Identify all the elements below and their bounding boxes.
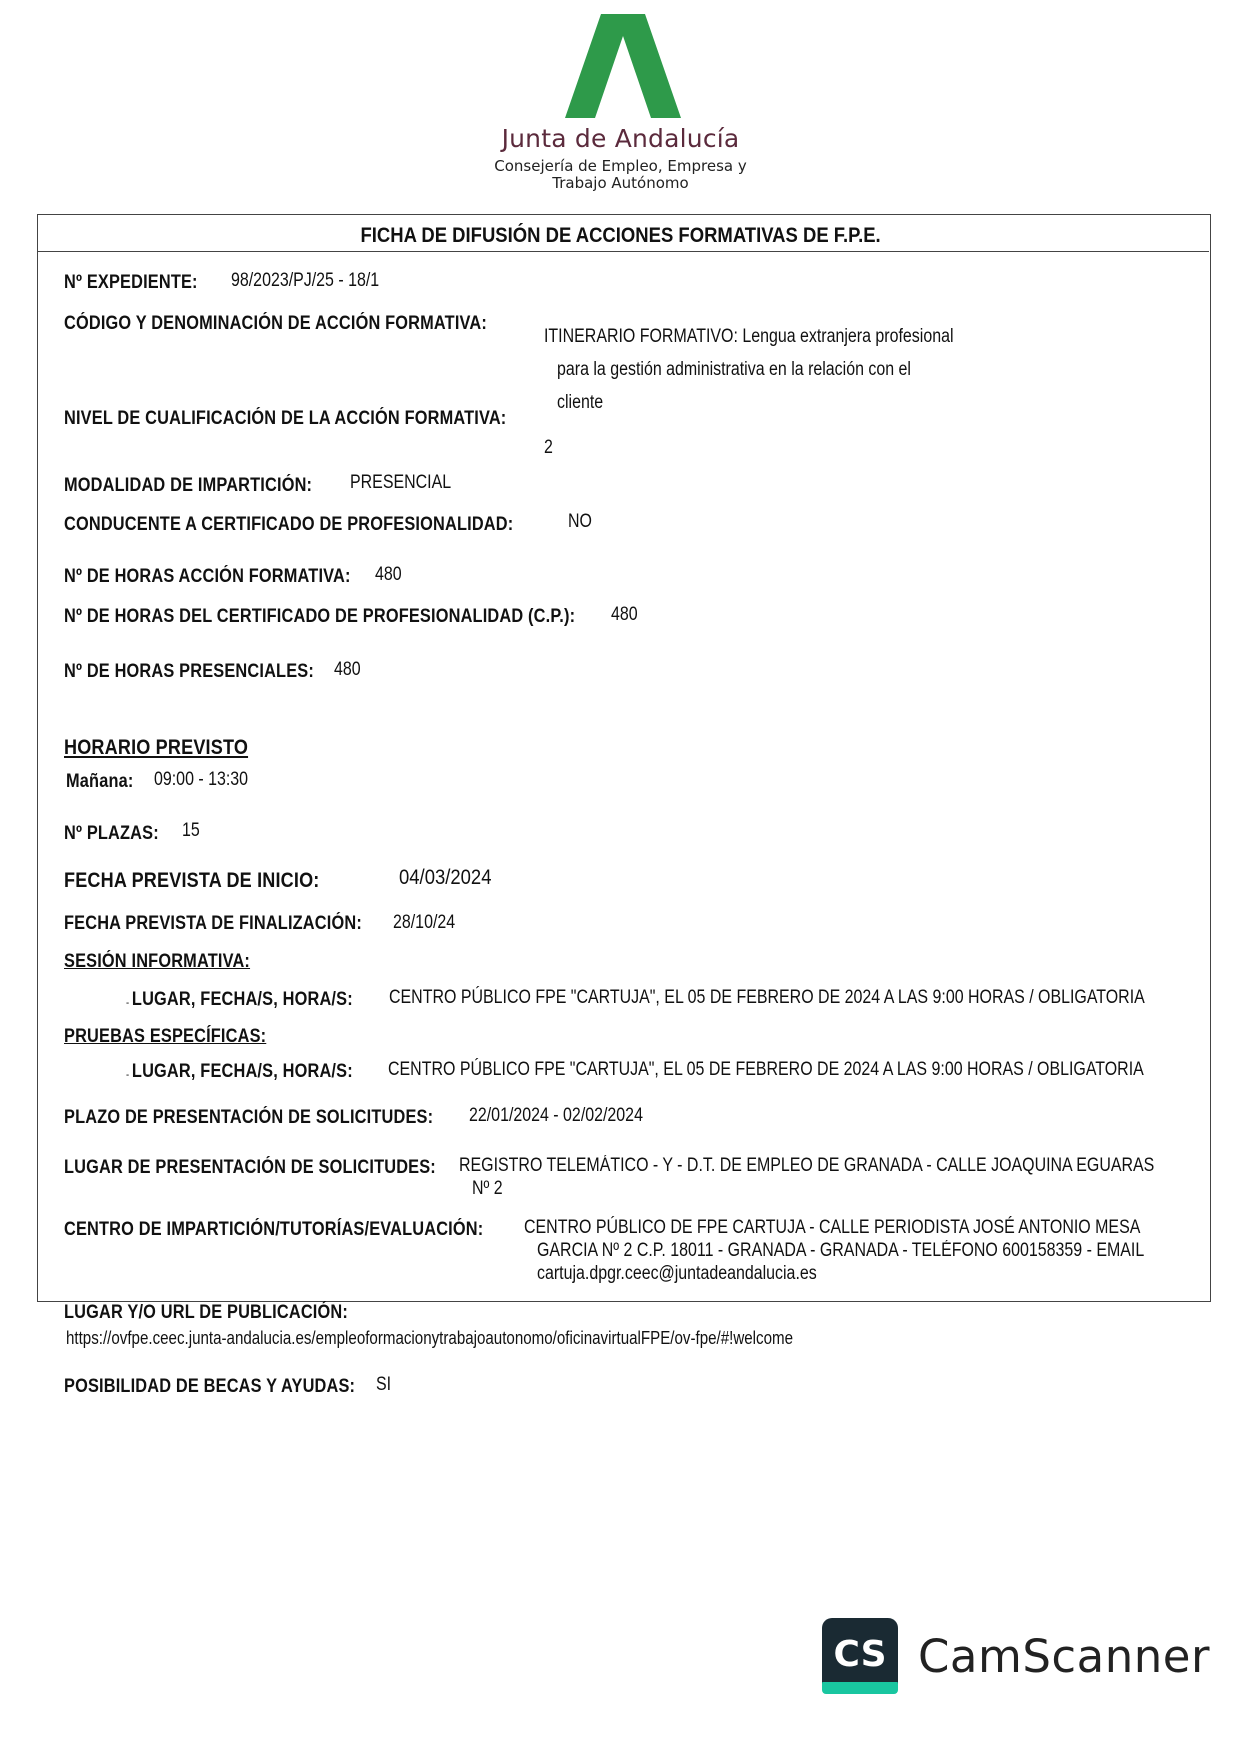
centro-label: CENTRO DE IMPARTICIÓN/TUTORÍAS/EVALUACIÓN:: [64, 1219, 484, 1240]
plazo-value: 22/01/2024 - 02/02/2024: [469, 1105, 643, 1126]
expediente-label: Nº EXPEDIENTE:: [64, 272, 198, 293]
pruebas-lugar-label-text: LUGAR, FECHA/S, HORA/S:: [131, 1061, 353, 1082]
horario-manana-value: 09:00 - 13:30: [154, 769, 249, 790]
publicacion-label: LUGAR Y/O URL DE PUBLICACIÓN:: [64, 1302, 349, 1323]
lugar-presentacion-value-line-1: REGISTRO TELEMÁTICO - Y - D.T. DE EMPLEO DE GRANADA - CALLE JOAQUINA EGUARAS: [459, 1155, 1155, 1176]
sesion-dash: -: [126, 997, 130, 1009]
organization-name: Junta de Andalucía: [501, 124, 740, 153]
horario-manana-label: Mañana:: [66, 771, 134, 792]
nivel-value: 2: [544, 437, 553, 458]
centro-value-line-2: GARCIA Nº 2 C.P. 18011 - GRANADA - GRANADA - TELÉFONO 600158359 - EMAIL: [537, 1240, 1145, 1261]
becas-label: POSIBILIDAD DE BECAS Y AYUDAS:: [64, 1376, 356, 1397]
plazas-value: 15: [182, 820, 200, 841]
codigo-value-line-3: cliente: [557, 392, 604, 413]
sesion-lugar-label: [126, 989, 353, 1011]
horas-presenciales-label: Nº DE HORAS PRESENCIALES:: [64, 661, 314, 682]
becas-value: SI: [376, 1374, 392, 1395]
pruebas-dash: -: [126, 1069, 130, 1081]
department-line-2: Trabajo Autónomo: [552, 174, 689, 192]
camscanner-logo-icon: [822, 1618, 898, 1694]
centro-value-line-3: cartuja.dpgr.ceec@juntadeandalucia.es: [537, 1263, 817, 1284]
camscanner-badge-text: CS: [833, 1634, 887, 1675]
horas-accion-label: Nº DE HORAS ACCIÓN FORMATIVA:: [64, 566, 351, 587]
pruebas-heading: PRUEBAS ESPECÍFICAS:: [64, 1026, 267, 1047]
pruebas-lugar-label: [126, 1061, 353, 1083]
conducente-value: NO: [568, 511, 592, 532]
camscanner-text: CamScanner: [918, 1630, 1210, 1683]
centro-value-line-1: CENTRO PÚBLICO DE FPE CARTUJA - CALLE PERIODISTA JOSÉ ANTONIO MESA: [524, 1217, 1141, 1238]
modalidad-label: MODALIDAD DE IMPARTICIÓN:: [64, 475, 313, 496]
fecha-inicio-label: FECHA PREVISTA DE INICIO:: [64, 869, 320, 892]
sesion-heading: SESIÓN INFORMATIVA:: [64, 951, 251, 972]
fecha-fin-label: FECHA PREVISTA DE FINALIZACIÓN:: [64, 913, 362, 934]
lugar-presentacion-label: LUGAR DE PRESENTACIÓN DE SOLICITUDES:: [64, 1157, 436, 1178]
lugar-presentacion-value-line-2: Nº 2: [472, 1178, 503, 1199]
fecha-inicio-value: 04/03/2024: [399, 866, 492, 889]
conducente-label: CONDUCENTE A CERTIFICADO DE PROFESIONALIDAD:: [64, 514, 514, 535]
horas-cp-value: 480: [611, 604, 638, 625]
nivel-label: NIVEL DE CUALIFICACIÓN DE LA ACCIÓN FORMATIVA:: [64, 408, 507, 429]
department-line-1: Consejería de Empleo, Empresa y: [494, 157, 747, 175]
horas-accion-value: 480: [375, 564, 402, 585]
horas-presenciales-value: 480: [334, 659, 361, 680]
modalidad-value: PRESENCIAL: [350, 472, 452, 493]
codigo-value-line-2: para la gestión administrativa en la relación con el: [557, 359, 911, 380]
expediente-value: 98/2023/PJ/25 - 18/1: [231, 270, 380, 291]
plazas-label: Nº PLAZAS:: [64, 823, 159, 844]
form-title: FICHA DE DIFUSIÓN DE ACCIONES FORMATIVAS DE F.P.E.: [360, 224, 881, 247]
department-name: [0, 158, 1241, 192]
fecha-fin-value: 28/10/24: [393, 912, 456, 933]
codigo-value-line-1: ITINERARIO FORMATIVO: Lengua extranjera profesional: [544, 326, 954, 347]
horas-cp-label: Nº DE HORAS DEL CERTIFICADO DE PROFESIONALIDAD (C.P.):: [64, 606, 576, 627]
codigo-label: CÓDIGO Y DENOMINACIÓN DE ACCIÓN FORMATIVA:: [64, 313, 487, 334]
plazo-label: PLAZO DE PRESENTACIÓN DE SOLICITUDES:: [64, 1107, 434, 1128]
sesion-lugar-value: CENTRO PÚBLICO FPE "CARTUJA", EL 05 DE FEBRERO DE 2024 A LAS 9:00 HORAS / OBLIGATORIA: [389, 987, 1145, 1008]
horario-heading: HORARIO PREVISTO: [64, 736, 249, 759]
junta-andalucia-logo-icon: [565, 14, 681, 118]
pruebas-lugar-value: CENTRO PÚBLICO FPE "CARTUJA", EL 05 DE FEBRERO DE 2024 A LAS 9:00 HORAS / OBLIGATORIA: [388, 1059, 1144, 1080]
sesion-lugar-label-text: LUGAR, FECHA/S, HORA/S:: [131, 989, 353, 1010]
publicacion-url[interactable]: https://ovfpe.ceec.junta-andalucia.es/empleoformacionytrabajoautonomo/oficinavirtualFPE/ov-fpe/#!welcome: [66, 1328, 793, 1348]
